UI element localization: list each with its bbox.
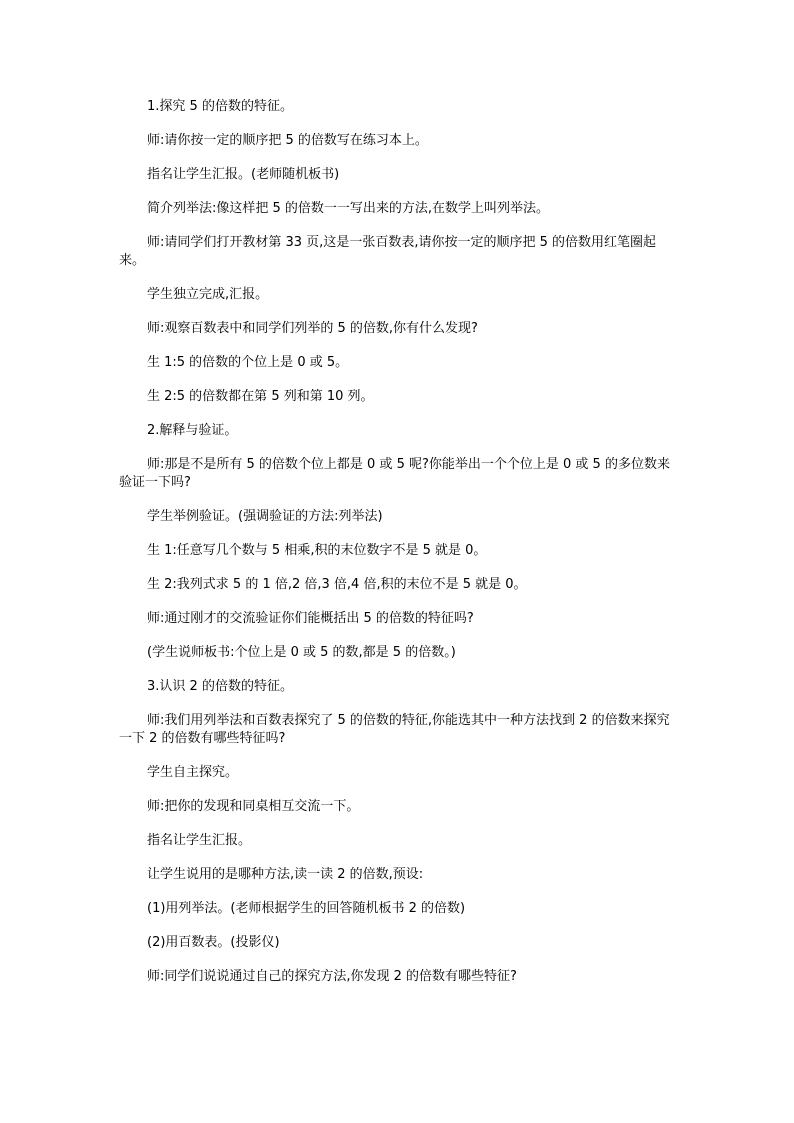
paragraph: 生 1:任意写几个数与 5 相乘,积的末位数字不是 5 就是 0。 xyxy=(147,543,487,558)
paragraph: (1)用列举法。(老师根据学生的回答随机板书 2 的倍数) xyxy=(147,901,466,916)
paragraph: 简介列举法:像这样把 5 的倍数一一写出来的方法,在数学上叫列举法。 xyxy=(147,201,550,216)
paragraph: 师:我们用列举法和百数表探究了 5 的倍数的特征,你能选其中一种方法找到 2 的倍数来探究一下 2 的倍数有哪些特征吗? xyxy=(119,713,670,746)
paragraph: 让学生说用的是哪种方法,读一读 2 的倍数,预设: xyxy=(147,867,424,882)
paragraph: 生 2:5 的倍数都在第 5 列和第 10 列。 xyxy=(147,389,374,404)
paragraph: 3.认识 2 的倍数的特征。 xyxy=(147,679,293,694)
paragraph: 学生独立完成,汇报。 xyxy=(147,287,269,302)
paragraph: 指名让学生汇报。(老师随机板书) xyxy=(147,167,340,182)
paragraph: (2)用百数表。(投影仪) xyxy=(147,935,280,950)
paragraph: 师:请同学们打开教材第 33 页,这是一张百数表,请你按一定的顺序把 5 的倍数用红笔圈起来。 xyxy=(119,235,656,268)
paragraph: 师:同学们说说通过自己的探究方法,你发现 2 的倍数有哪些特征? xyxy=(147,969,517,984)
paragraph: 1.探究 5 的倍数的特征。 xyxy=(147,99,293,114)
paragraph: 2.解释与验证。 xyxy=(147,423,238,438)
paragraph: 指名让学生汇报。 xyxy=(147,833,252,848)
paragraph: 师:把你的发现和同桌相互交流一下。 xyxy=(147,799,360,814)
paragraph: 师:请你按一定的顺序把 5 的倍数写在练习本上。 xyxy=(147,133,428,148)
paragraph: (学生说师板书:个位上是 0 或 5 的数,都是 5 的倍数。) xyxy=(147,645,456,660)
paragraph: 生 1:5 的倍数的个位上是 0 或 5。 xyxy=(147,355,349,370)
paragraph: 学生自主探究。 xyxy=(147,765,239,780)
paragraph: 生 2:我列式求 5 的 1 倍,2 倍,3 倍,4 倍,积的末位不是 5 就是 0。 xyxy=(147,577,527,592)
paragraph: 师:通过刚才的交流验证你们能概括出 5 的倍数的特征吗? xyxy=(147,611,474,626)
paragraph-list xyxy=(119,98,679,1002)
paragraph: 师:那是不是所有 5 的倍数个位上都是 0 或 5 呢?你能举出一个个位上是 0 或 5 的多位数来验证一下吗? xyxy=(119,457,670,490)
paragraph: 学生举例验证。(强调验证的方法:列举法) xyxy=(147,509,383,524)
paragraph: 师:观察百数表中和同学们列举的 5 的倍数,你有什么发现? xyxy=(147,321,478,336)
